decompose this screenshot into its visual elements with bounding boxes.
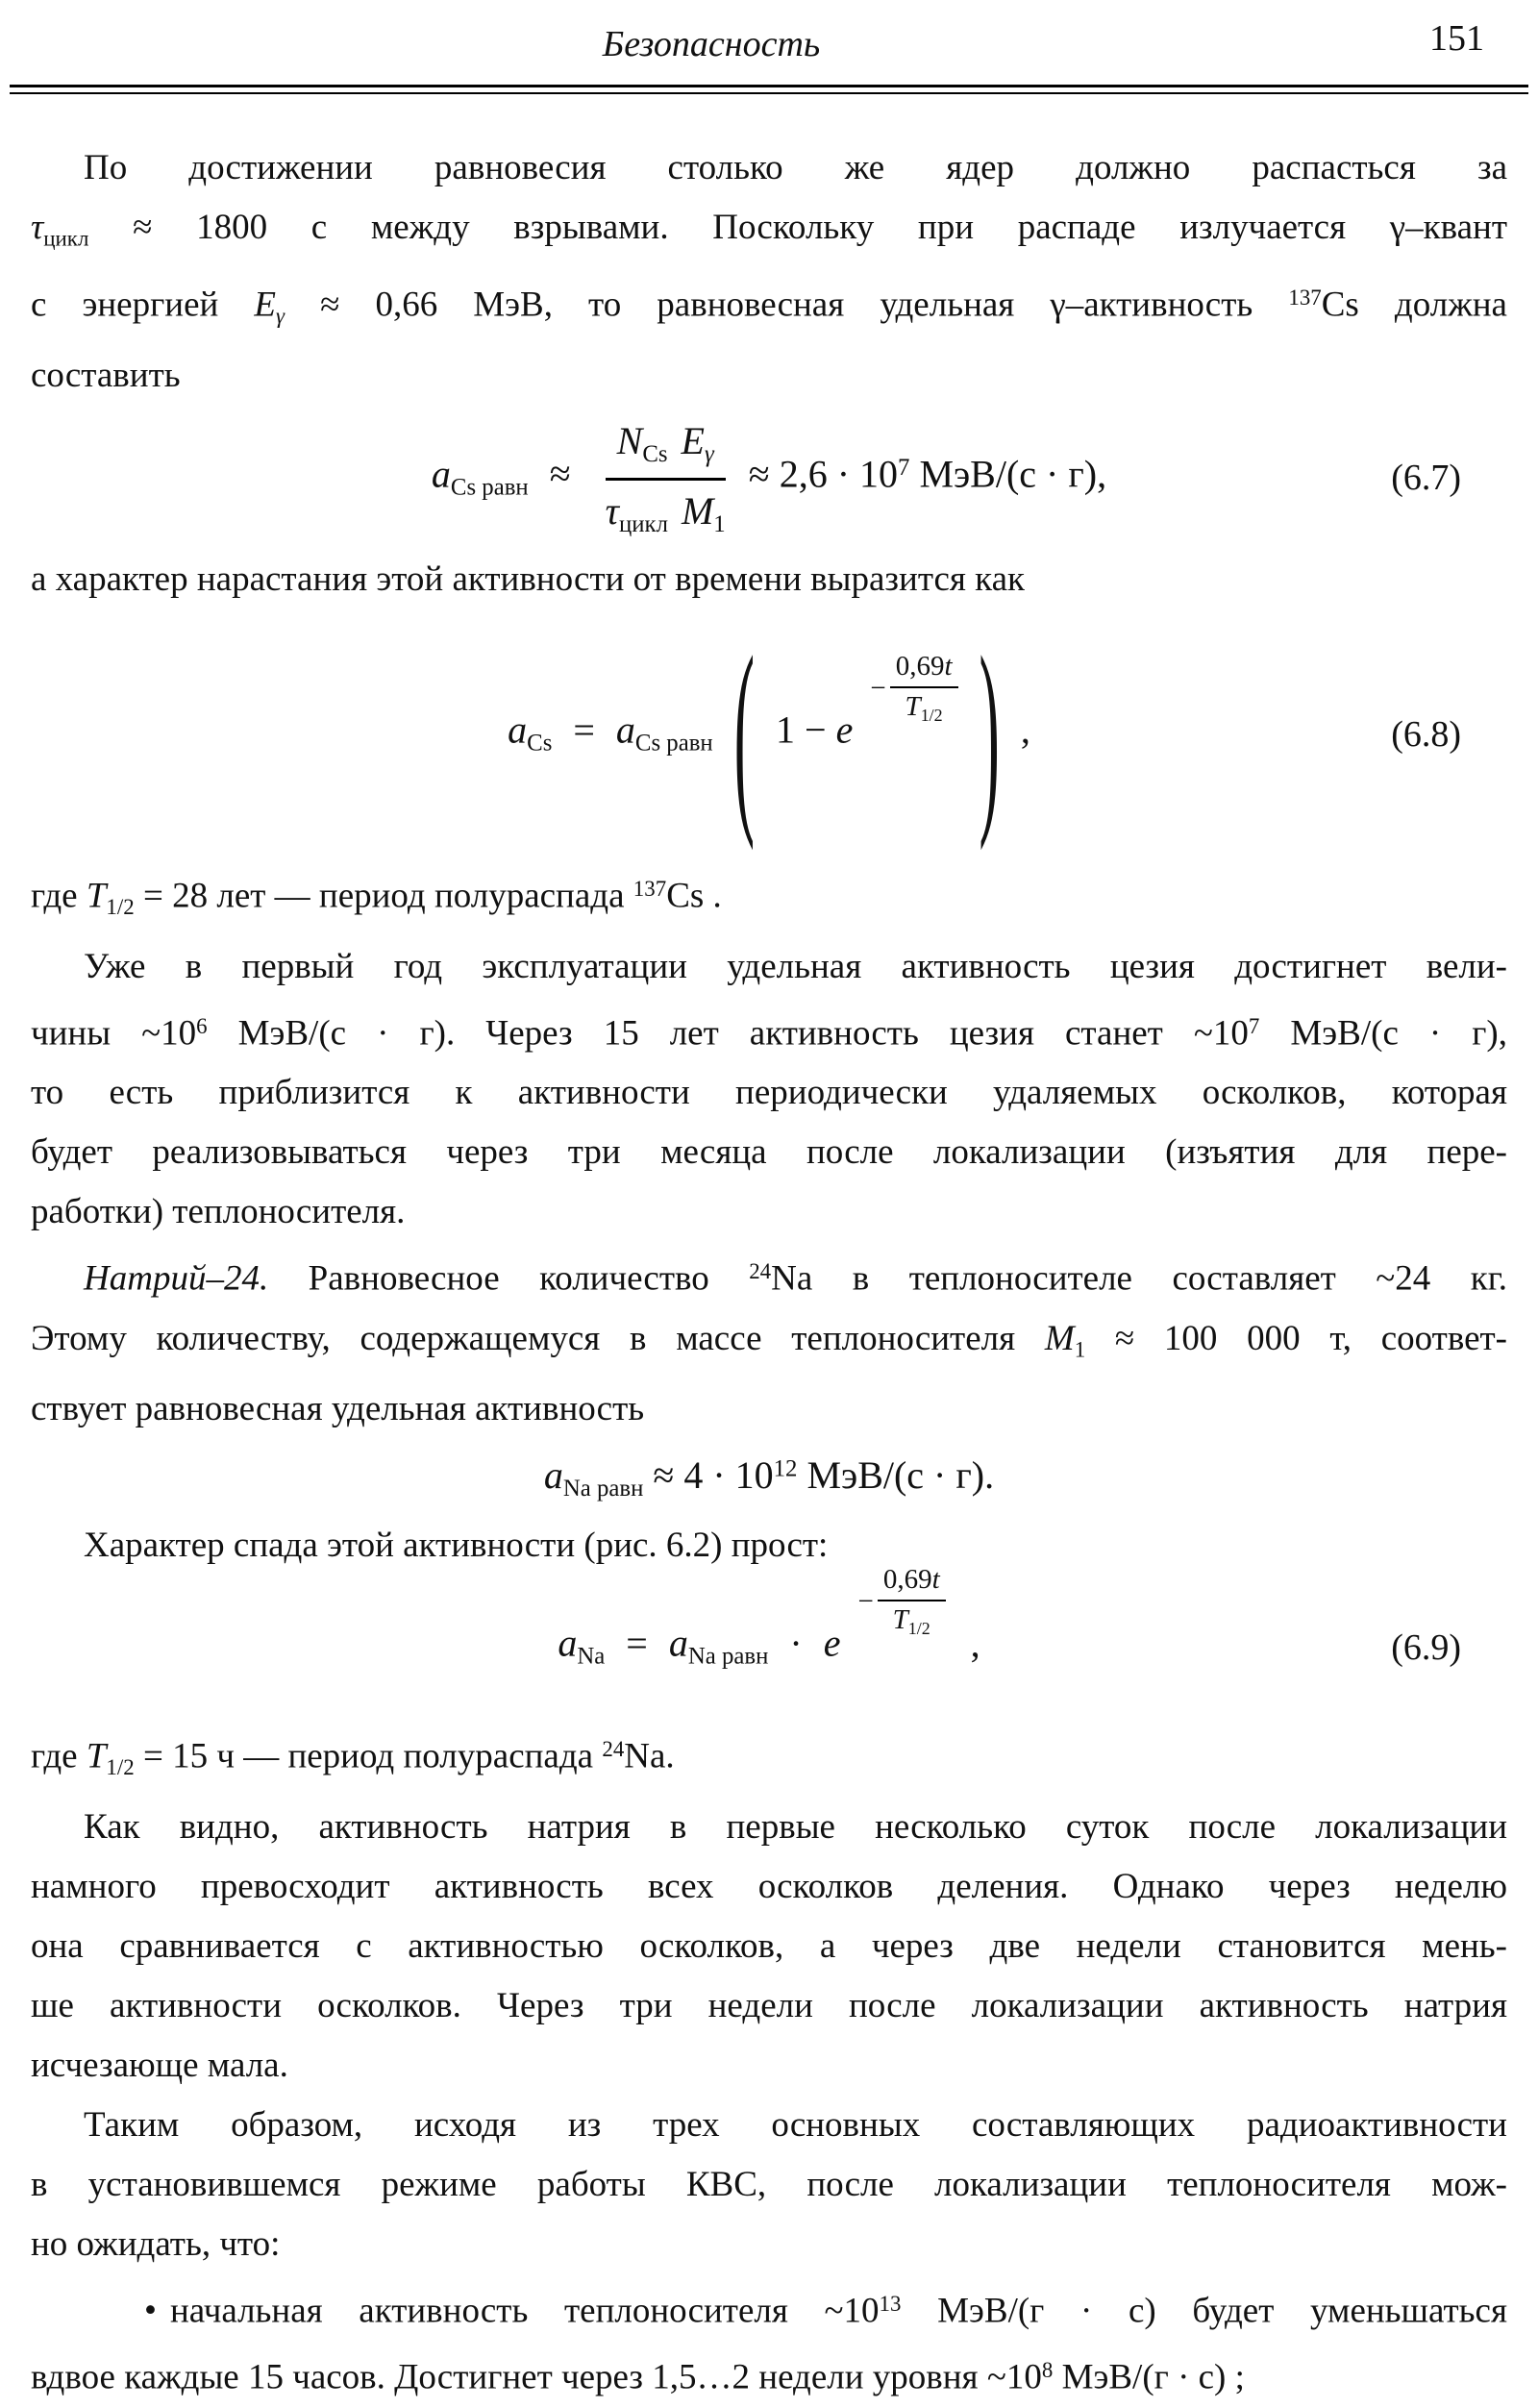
text-run: Уже в первый год эксплуатации удельная активность цезия достигнет вели- bbox=[84, 946, 1507, 986]
fraction-numerator bbox=[606, 418, 726, 481]
running-header-title: Безопасность bbox=[602, 24, 821, 64]
text-line bbox=[31, 1857, 1507, 1917]
bullet-paragraph bbox=[31, 2274, 1507, 2408]
text-line bbox=[31, 1063, 1507, 1123]
bullet-marker: • bbox=[144, 2291, 157, 2331]
text-run: где bbox=[31, 876, 87, 916]
text-run: начальная активность теплоносителя ~10 bbox=[169, 2291, 880, 2331]
isotope-mass-number: 137 bbox=[1288, 285, 1322, 310]
text-line bbox=[31, 1379, 1507, 1439]
math-sub: Na bbox=[577, 1643, 606, 1670]
text-run: в установившемся режиме работы КВС, после локализации теплоносителя мож- bbox=[31, 2164, 1507, 2204]
math-var: a bbox=[543, 1453, 563, 1498]
math-sub: Cs bbox=[527, 730, 553, 757]
equation-6-7 bbox=[31, 406, 1507, 550]
multiplication-dot: · bbox=[789, 1621, 803, 1665]
text-run: Cs должна bbox=[1321, 285, 1507, 325]
equals-sign: = bbox=[626, 1621, 648, 1665]
text-line bbox=[31, 1917, 1507, 1976]
text-line bbox=[31, 346, 1507, 406]
text-run: Na. bbox=[624, 1736, 675, 1776]
minus-sign: − bbox=[857, 1585, 874, 1617]
paragraph bbox=[31, 138, 1507, 406]
text-run: она сравнивается с активностью осколков, а через две недели становится мень- bbox=[31, 1925, 1507, 1966]
math-var: a bbox=[615, 708, 635, 752]
math-var: t bbox=[931, 1564, 940, 1596]
text-run: = 28 лет — период полураспада bbox=[134, 876, 633, 916]
equals-sign: = bbox=[573, 708, 595, 752]
math-sub: цикл bbox=[619, 510, 668, 537]
exponent-stack bbox=[878, 1564, 946, 1639]
text-run: Этому количеству, содержащемуся в массе теплоносителя bbox=[31, 1318, 1045, 1358]
math-var: T bbox=[905, 691, 921, 723]
text-line bbox=[31, 1976, 1507, 2036]
equation-6-8 bbox=[31, 609, 1507, 859]
math-var: e bbox=[835, 708, 854, 752]
math-run: ≈ 4 · 10 bbox=[643, 1453, 774, 1498]
math-sub: Cs равн bbox=[450, 474, 529, 501]
math-sub: 1/2 bbox=[920, 706, 943, 725]
page-content bbox=[0, 138, 1538, 2408]
math-sup: 8 bbox=[1041, 2358, 1054, 2383]
math-sup: 13 bbox=[879, 2291, 902, 2316]
exponent-numerator bbox=[890, 651, 958, 688]
math-sub: 1 bbox=[713, 510, 726, 537]
math-sub: 1 bbox=[1074, 1337, 1086, 1362]
text-line bbox=[31, 997, 1507, 1063]
math-var: a bbox=[431, 452, 451, 496]
text-run: составить bbox=[31, 356, 181, 396]
text-line bbox=[31, 1182, 1507, 1242]
math-var: E bbox=[681, 418, 705, 462]
text-run: ше активности осколков. Через три недели после локализации активность натрия bbox=[31, 1985, 1507, 2025]
math-var: a bbox=[668, 1621, 688, 1665]
math-var: τ bbox=[605, 488, 619, 533]
text-run: где bbox=[31, 1736, 87, 1776]
text-run: будет реализовываться через три месяца после локализации (изъятия для пере- bbox=[31, 1132, 1507, 1173]
exponent-numerator bbox=[878, 1564, 946, 1601]
math-sub: Cs равн bbox=[634, 730, 713, 757]
math-var: M bbox=[681, 488, 714, 533]
text-run: чины ~10 bbox=[31, 1013, 197, 1054]
punctuation: , bbox=[1020, 708, 1030, 752]
equation-body bbox=[31, 1564, 1507, 1685]
equation-6-9 bbox=[31, 1564, 1507, 1720]
isotope-mass-number: 137 bbox=[633, 877, 667, 902]
text-run: МэВ/(г · с) ; bbox=[1053, 2357, 1245, 2397]
isotope-mass-number: 24 bbox=[749, 1259, 772, 1284]
fraction bbox=[606, 418, 726, 538]
text-run: МэВ/(с · г). Через 15 лет активность цезия станет ~10 bbox=[207, 1013, 1249, 1054]
math-sub: Na равн bbox=[687, 1643, 769, 1670]
paragraph bbox=[31, 937, 1507, 1242]
right-paren: ) bbox=[979, 612, 1000, 852]
text-line bbox=[31, 2036, 1507, 2096]
paragraph bbox=[31, 1242, 1507, 1439]
text-run: ствует равновесная удельная активность bbox=[31, 1389, 645, 1429]
math-sup: 6 bbox=[196, 1013, 208, 1038]
text-line bbox=[31, 1123, 1507, 1182]
text-run: = 15 ч — период полураспада bbox=[134, 1736, 603, 1776]
math-sub: γ bbox=[275, 304, 285, 329]
equation-number: (6.9) bbox=[1391, 1627, 1461, 1669]
fraction-denominator bbox=[606, 481, 726, 538]
math-sub: 1/2 bbox=[106, 1754, 135, 1779]
text-run: МэВ/(с · г), bbox=[1259, 1013, 1507, 1054]
header-rule bbox=[10, 85, 1528, 94]
exponent-fraction bbox=[870, 651, 957, 726]
math-units: МэВ/(с · г). bbox=[797, 1453, 995, 1498]
text-run: Таким образом, исходя из трех основных составляющих радиоактивности bbox=[84, 2104, 1507, 2145]
text-line bbox=[31, 2096, 1507, 2155]
text-line bbox=[31, 937, 1507, 997]
page-header bbox=[0, 0, 1538, 85]
equation-body bbox=[31, 418, 1507, 538]
text-run: вдвое каждые 15 часов. Достигнет через 1,5…2 недели уровня ~10 bbox=[31, 2357, 1042, 2397]
text-run: Как видно, активность натрия в первые несколько суток после локализации bbox=[84, 1806, 1507, 1847]
math-sup: 12 bbox=[773, 1455, 798, 1482]
math-sub: цикл bbox=[43, 226, 89, 251]
text-line bbox=[31, 550, 1507, 609]
math-sub: 1/2 bbox=[907, 1619, 930, 1639]
text-run: работки) теплоносителя. bbox=[31, 1192, 406, 1232]
math-var: a bbox=[558, 1621, 578, 1665]
text-line bbox=[31, 859, 1507, 937]
equation-number: (6.7) bbox=[1391, 458, 1461, 499]
math-var: e bbox=[823, 1621, 841, 1665]
math-var: N bbox=[616, 418, 643, 462]
left-paren: ( bbox=[733, 612, 756, 852]
paragraph bbox=[31, 1798, 1507, 2096]
math-units: МэВ/(с · г), bbox=[909, 452, 1107, 496]
text-run: Характер спада этой активности (рис. 6.2) прост: bbox=[84, 1526, 829, 1566]
text-run: ≈ 1800 с между взрывами. Поскольку при распаде излучается γ–квант bbox=[88, 208, 1507, 247]
text-run: намного превосходит активность всех осколков деления. Однако через неделю bbox=[31, 1866, 1507, 1906]
text-line bbox=[31, 138, 1507, 198]
text-run: Na bbox=[771, 1258, 813, 1299]
math-var: E bbox=[254, 285, 276, 325]
page-number: 151 bbox=[1429, 18, 1484, 59]
math-var: T bbox=[86, 876, 107, 916]
text-line bbox=[31, 1720, 1507, 1798]
math-run: 0,69 bbox=[895, 651, 945, 683]
equation-body bbox=[31, 1452, 1507, 1502]
text-run: исчезающе мала. bbox=[31, 2045, 288, 2085]
exponent-fraction bbox=[857, 1564, 945, 1639]
text-run: то есть приблизится к активности периодически удаляемых осколков, которая bbox=[31, 1073, 1507, 1113]
math-sub: Na равн bbox=[562, 1476, 644, 1502]
text-run: ≈ 0,66 МэВ, то равновесная удельная γ–активность bbox=[285, 285, 1289, 325]
text-run: Равновесное количество bbox=[268, 1258, 750, 1299]
math-sup: 7 bbox=[898, 454, 910, 481]
exponent-stack bbox=[890, 651, 958, 726]
term-emphasis: Натрий–24. bbox=[84, 1258, 269, 1299]
text-line bbox=[31, 1309, 1507, 1379]
math-var: T bbox=[892, 1604, 908, 1636]
math-var: t bbox=[944, 651, 953, 683]
text-run: По достижении равновесия столько же ядер должно распасться за bbox=[84, 148, 1507, 187]
math-var: M bbox=[1044, 1318, 1075, 1358]
text-run: в теплоносителе составляет ~24 кг. bbox=[812, 1258, 1507, 1299]
text-line bbox=[31, 1516, 1507, 1576]
math-sub: γ bbox=[704, 440, 714, 467]
math-run: ≈ 2,6 · 10 bbox=[748, 452, 899, 496]
text-run: ≈ 100 000 т, соответ- bbox=[1085, 1318, 1507, 1358]
text-line bbox=[31, 2341, 1507, 2407]
text-line bbox=[31, 2155, 1507, 2215]
exponent-denominator bbox=[878, 1601, 946, 1639]
math-sub: 1/2 bbox=[106, 894, 135, 919]
text-line bbox=[31, 268, 1507, 346]
text-line bbox=[31, 1798, 1507, 1857]
paragraph bbox=[31, 2096, 1507, 2274]
approx-sign: ≈ bbox=[549, 452, 571, 496]
text-run: а характер нарастания этой активности от времени выразится как bbox=[31, 559, 1025, 600]
math-sup: 7 bbox=[1248, 1013, 1260, 1038]
isotope-mass-number: 24 bbox=[602, 1737, 625, 1762]
math-var: T bbox=[86, 1736, 107, 1776]
equation-na-equilibrium bbox=[31, 1439, 1507, 1516]
math-sub: Cs bbox=[642, 440, 668, 467]
equation-number: (6.8) bbox=[1391, 714, 1461, 756]
math-var: a bbox=[508, 708, 528, 752]
text-run: с энергией bbox=[31, 285, 255, 325]
exponent-denominator bbox=[890, 688, 958, 726]
math-run: 0,69 bbox=[882, 1564, 932, 1596]
text-run: но ожидать, что: bbox=[31, 2223, 281, 2264]
equation-body bbox=[31, 612, 1507, 852]
punctuation: , bbox=[970, 1621, 980, 1665]
text-run: МэВ/(г · с) будет уменьшаться bbox=[901, 2291, 1507, 2331]
text-line bbox=[31, 198, 1507, 268]
minus-sign: − bbox=[870, 672, 886, 704]
text-line bbox=[31, 2215, 1507, 2274]
text-run: Cs . bbox=[666, 876, 722, 916]
text-line bbox=[31, 1242, 1507, 1308]
math-run: 1 − bbox=[776, 708, 836, 752]
math-var: τ bbox=[31, 208, 44, 247]
